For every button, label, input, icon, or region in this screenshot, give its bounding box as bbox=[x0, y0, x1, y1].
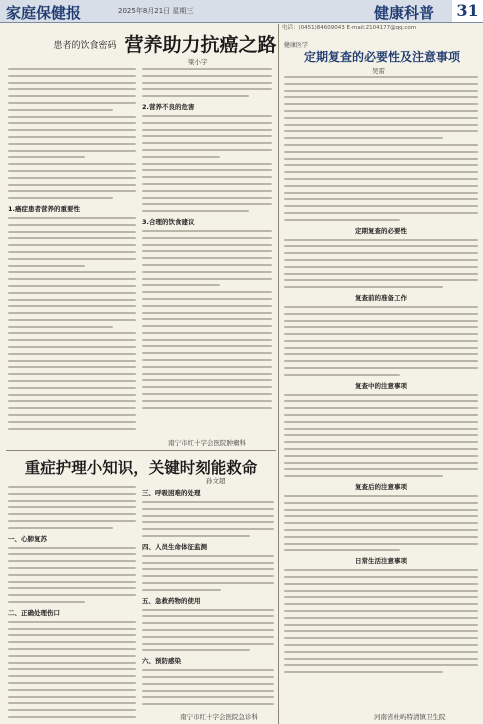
issue-date: 2025年8月21日 星期三 bbox=[118, 7, 194, 15]
article2-author: 吴雷 bbox=[372, 67, 385, 75]
section-divider bbox=[6, 450, 276, 451]
article1-title: 营养助力抗癌之路 bbox=[124, 34, 277, 56]
newspaper-name: 家庭保健报 bbox=[6, 4, 82, 22]
article1-col1 bbox=[8, 68, 136, 434]
article3-subhead-6: 六、预防感染 bbox=[142, 657, 181, 666]
article2-body bbox=[284, 76, 478, 706]
article3-subhead-2: 二、正确处理伤口 bbox=[8, 608, 60, 617]
article3-affiliation: 南宁市红十字会医院急诊科 bbox=[180, 713, 258, 721]
article2-tag: 健康医学 bbox=[284, 42, 309, 49]
column-divider bbox=[278, 24, 279, 724]
article3-col1 bbox=[8, 486, 136, 718]
article1-subhead-2: 2.营养不良的危害 bbox=[142, 102, 195, 111]
contact-line: 电话：(0451)84609043 E-mail:2104177@qq.com bbox=[282, 25, 417, 31]
article3-subhead-4: 四、人员生命体征监测 bbox=[142, 542, 207, 551]
article3-author: 孙文超 bbox=[206, 477, 226, 485]
article2-title: 定期复查的必要性及注意事项 bbox=[303, 50, 460, 64]
page-number: 31 bbox=[452, 0, 483, 22]
article2-subhead-1: 定期复查的必要性 bbox=[355, 226, 407, 235]
article2-subhead-3: 复查中的注意事项 bbox=[355, 381, 407, 390]
article1-affiliation: 南宁市红十字会医院肿瘤科 bbox=[168, 439, 246, 447]
article3-subhead-3: 三、呼吸困难的处理 bbox=[142, 489, 201, 497]
article2-subhead-5: 日常生活注意事项 bbox=[355, 557, 407, 566]
article1-subhead-1: 1.癌症患者营养的重要性 bbox=[8, 204, 80, 213]
article3-subhead-5: 五、急救药物的使用 bbox=[142, 596, 201, 605]
article1-kicker: 患者的饮食密码 bbox=[53, 41, 117, 51]
article1-subhead-3: 3.合理的饮食建议 bbox=[142, 217, 195, 226]
article1-author: 梁小宇 bbox=[188, 58, 208, 66]
article2-subhead-2: 复查前的准备工作 bbox=[355, 293, 407, 302]
article2-affiliation: 河南省杜屿特清镇卫生院 bbox=[374, 713, 446, 721]
section-title: 健康科普 bbox=[374, 4, 435, 22]
article3-subhead-1: 一、心肺复苏 bbox=[8, 534, 47, 543]
article3-col2 bbox=[142, 486, 274, 708]
page-header bbox=[0, 0, 483, 23]
article3-title: 重症护理小知识，关键时刻能救命 bbox=[24, 458, 258, 477]
article2-subhead-4: 复查后的注意事项 bbox=[355, 483, 407, 492]
article1-col2 bbox=[142, 68, 272, 434]
